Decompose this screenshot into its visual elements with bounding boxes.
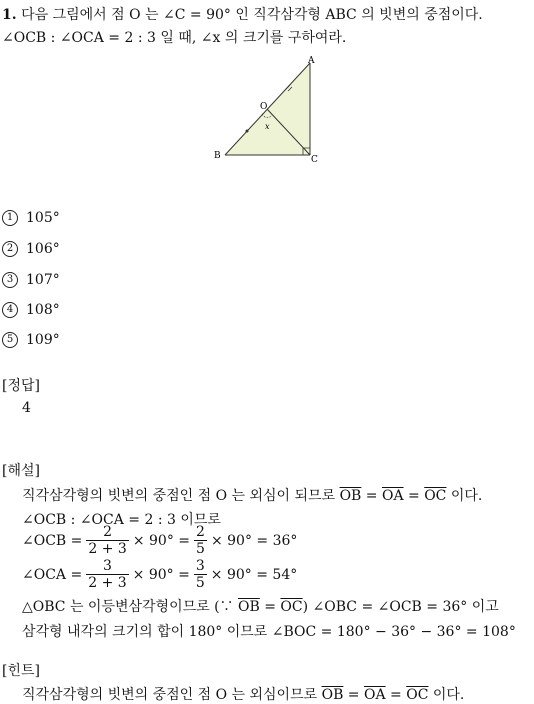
solution-line-4 [22, 558, 297, 591]
solution-line-1-text: 직각삼각형의 빗변의 중점인 점 O 는 외심이 되므로 [22, 488, 340, 504]
choice-5[interactable] [2, 332, 60, 348]
choice-mark-2: 2 [2, 241, 18, 257]
fraction [86, 558, 128, 591]
times-90: × 90° = [132, 532, 191, 549]
question-line-2 [2, 27, 346, 47]
label-o: O [260, 102, 268, 112]
choice-mark-1: 1 [2, 210, 18, 226]
solution-line-5 [22, 596, 499, 616]
label-x: x [265, 122, 270, 131]
choice-2[interactable] [2, 241, 60, 257]
solution-line-3 [22, 524, 297, 557]
segment-ob: $\overline{OB}$ [321, 687, 344, 703]
choice-4[interactable] [2, 302, 60, 318]
choice-text-2: 106° [26, 241, 60, 257]
fraction-numerator: 3 [195, 558, 205, 574]
oca-result: × 90° = 54° [210, 566, 298, 583]
label-a: A [308, 56, 315, 66]
fraction-numerator: 3 [86, 558, 128, 575]
segment-ob: $\overline{OB}$ [238, 599, 260, 615]
choice-1[interactable] [2, 210, 60, 226]
equals: = [385, 687, 407, 703]
solution-line-5-text: △OBC 는 이등변삼각형이므로 (∵ [22, 599, 239, 615]
choice-text-1: 105° [26, 210, 60, 226]
fraction-denominator: 2 + 3 [88, 541, 127, 557]
solution-line-5-end: ) ∠OBC = ∠OCB = 36° 이고 [302, 599, 499, 615]
solution-line-6: 삼각형 내각의 크기의 합이 180° 이므로 ∠BOC = 180° − 36° − 36° = 108° [22, 624, 516, 640]
answer-value: 4 [22, 400, 31, 416]
question-line-1 [2, 4, 483, 24]
solution-line-2: ∠OCB : ∠OCA = 2 : 3 이므로 [22, 512, 221, 528]
segment-ob: $\overline{OB}$ [339, 488, 362, 504]
fraction-denominator: 2 + 3 [88, 575, 127, 591]
choice-mark-4: 4 [2, 302, 18, 318]
triangle-figure [210, 55, 325, 165]
hint-line [22, 684, 464, 704]
segment-oa: $\overline{OA}$ [364, 687, 386, 703]
equals: = [403, 488, 425, 504]
label-c: C [311, 155, 318, 165]
choice-mark-5: 5 [2, 332, 18, 348]
question-text-1: 다음 그림에서 점 O 는 ∠C = 90° 인 직각삼각형 ABC 의 빗변의 중점이다. [21, 7, 483, 23]
fraction [194, 524, 207, 557]
label-b: B [214, 151, 221, 161]
question-text-2: ∠OCB : ∠OCA = 2 : 3 일 때, ∠x 의 크기를 구하여라. [2, 30, 347, 46]
choice-3[interactable] [2, 272, 60, 288]
segment-oa: $\overline{OA}$ [381, 488, 404, 504]
choice-text-3: 107° [26, 272, 60, 288]
hint-heading: [힌트] [2, 663, 40, 679]
ocb-result: × 90° = 36° [210, 532, 298, 549]
oca-label: ∠OCA = [22, 566, 83, 583]
solution-line-1 [22, 485, 482, 505]
segment-oc: $\overline{OC}$ [406, 687, 429, 703]
fraction-numerator: 2 [86, 524, 128, 541]
answer-heading: [정답] [2, 378, 40, 394]
equals: = [259, 599, 281, 615]
question-number: 1. [2, 7, 17, 23]
ocb-label: ∠OCB = [22, 532, 83, 549]
choice-text-4: 108° [26, 302, 60, 318]
segment-oc: $\overline{OC}$ [280, 599, 303, 615]
times-90: × 90° = [132, 566, 190, 583]
segment-oc: $\overline{OC}$ [424, 488, 447, 504]
equals: = [343, 687, 364, 703]
fraction [194, 558, 207, 591]
choice-mark-3: 3 [2, 272, 18, 288]
fraction-numerator: 2 [196, 524, 205, 540]
equals: = [361, 488, 382, 504]
fraction [86, 524, 128, 557]
tick-ob [246, 130, 249, 133]
solution-heading: [해설] [2, 463, 40, 479]
fraction-denominator: 5 [196, 541, 205, 557]
fraction-denominator: 5 [195, 575, 205, 591]
hint-end: 이다. [428, 687, 465, 703]
solution-line-1-end: 이다. [446, 488, 483, 504]
hint-text: 직각삼각형의 빗변의 중점인 점 O 는 외심이므로 [22, 687, 322, 703]
choice-text-5: 109° [26, 332, 60, 348]
